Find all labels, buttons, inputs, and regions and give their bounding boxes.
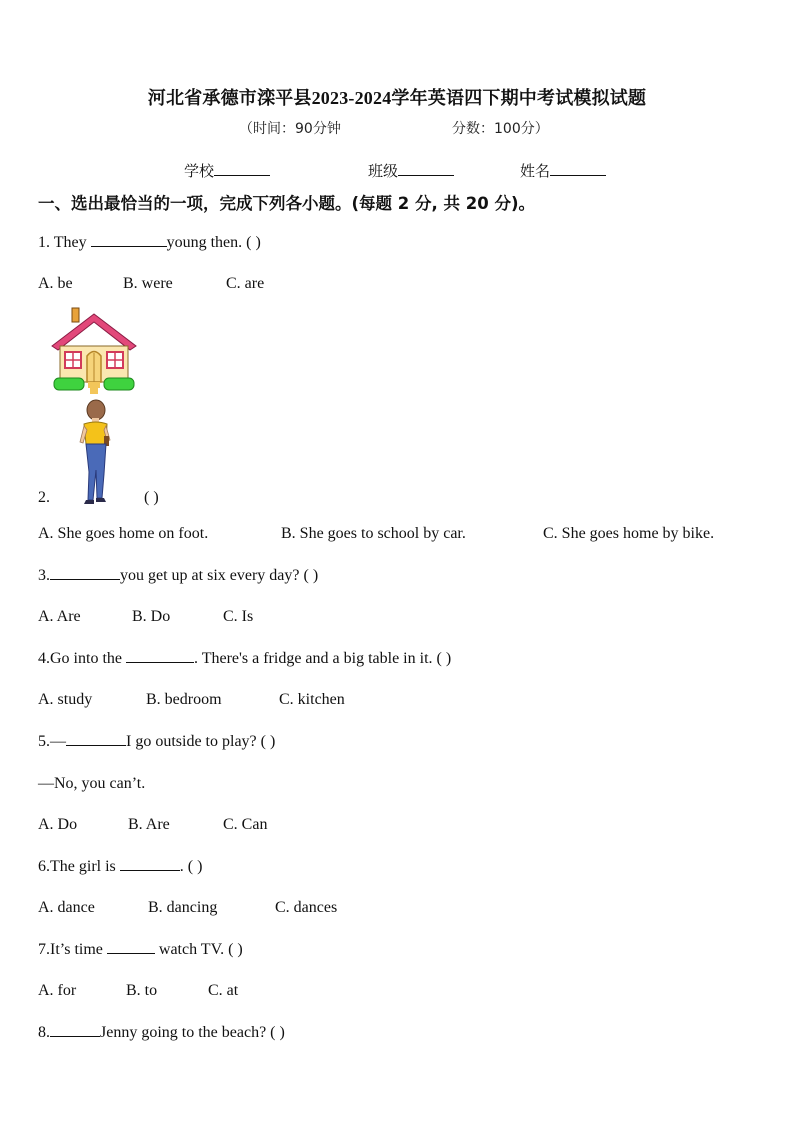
name-label: 姓名: [520, 162, 551, 180]
question-2-rest: ( ): [144, 489, 159, 506]
question-4-rest: . There's a fridge and a big table in it. ( ): [194, 650, 452, 667]
question-3-rest: you get up at six every day? ( ): [120, 567, 319, 584]
question-4-blank: [126, 662, 194, 663]
question-2-option-a: A. She goes home on foot.: [38, 525, 209, 542]
question-7-option-b: B. to: [126, 982, 158, 999]
exam-score: 分数：100分）: [452, 121, 549, 137]
question-1-rest: young then. ( ): [166, 234, 261, 251]
question-6-stem: 6.The girl is: [38, 858, 116, 875]
question-8: [38, 1024, 285, 1042]
walking-girl-illustration: [74, 398, 118, 506]
question-5-option-c: C. Can: [223, 816, 268, 833]
question-5-option-a: A. Do: [38, 816, 78, 833]
question-1-option-b: B. were: [123, 275, 173, 292]
question-1: [38, 234, 261, 252]
question-6-option-c: C. dances: [275, 899, 338, 916]
question-5-blank: [66, 745, 126, 746]
question-5: [38, 733, 275, 751]
question-6-blank: [120, 870, 180, 871]
school-blank: [214, 175, 270, 176]
question-4-stem: 4.Go into the: [38, 650, 122, 667]
exam-title: 河北省承德市滦平县2023-2024学年英语四下期中考试模拟试题: [147, 88, 647, 108]
question-3: [38, 567, 318, 585]
section-heading: 一、选出最恰当的一项，完成下列各小题。(每题 2 分, 共 20 分)。: [38, 194, 536, 213]
question-7-blank: [107, 953, 155, 954]
house-illustration: [50, 306, 140, 396]
question-7-rest: watch TV. ( ): [158, 941, 243, 958]
question-5-reply: —No, you can’t.: [38, 775, 146, 792]
question-4-option-c: C. kitchen: [279, 691, 345, 708]
school-field: [184, 160, 270, 181]
school-label: 学校: [184, 162, 215, 180]
question-8-stem: 8.: [38, 1024, 50, 1041]
question-3-option-b: B. Do: [132, 608, 171, 625]
question-4-option-a: A. study: [38, 691, 93, 708]
question-4-option-b: B. bedroom: [146, 691, 222, 708]
question-7-option-c: C. at: [208, 982, 239, 999]
question-2: [38, 489, 50, 507]
class-blank: [398, 175, 454, 176]
question-6-option-b: B. dancing: [148, 899, 218, 916]
question-7: [38, 941, 243, 959]
question-6-option-a: A. dance: [38, 899, 95, 916]
question-2-option-b: B. She goes to school by car.: [281, 525, 466, 542]
class-field: [368, 160, 454, 181]
question-1-option-c: C. are: [226, 275, 265, 292]
name-blank: [550, 175, 606, 176]
class-label: 班级: [368, 162, 399, 180]
question-4: [38, 650, 451, 668]
question-7-stem: 7.It’s time: [38, 941, 103, 958]
question-3-option-c: C. Is: [223, 608, 254, 625]
question-5-option-b: B. Are: [128, 816, 170, 833]
question-5-rest: I go outside to play? ( ): [126, 733, 276, 750]
question-3-stem: 3.: [38, 567, 50, 584]
question-5-stem: 5.—: [38, 733, 66, 750]
question-2-stem: 2.: [38, 489, 50, 506]
question-2-option-c: C. She goes home by bike.: [543, 525, 715, 542]
question-1-option-a: A. be: [38, 275, 73, 292]
question-7-option-a: A. for: [38, 982, 77, 999]
exam-time: （时间：90分钟: [239, 121, 341, 137]
question-3-option-a: A. Are: [38, 608, 81, 625]
question-6: [38, 858, 202, 876]
question-3-blank: [50, 579, 120, 580]
name-field: [520, 160, 606, 181]
question-8-blank: [50, 1036, 100, 1037]
question-1-stem: 1. They: [38, 234, 87, 251]
question-8-rest: Jenny going to the beach? ( ): [100, 1024, 285, 1041]
question-6-rest: . ( ): [179, 858, 203, 875]
question-1-blank: [91, 246, 167, 247]
